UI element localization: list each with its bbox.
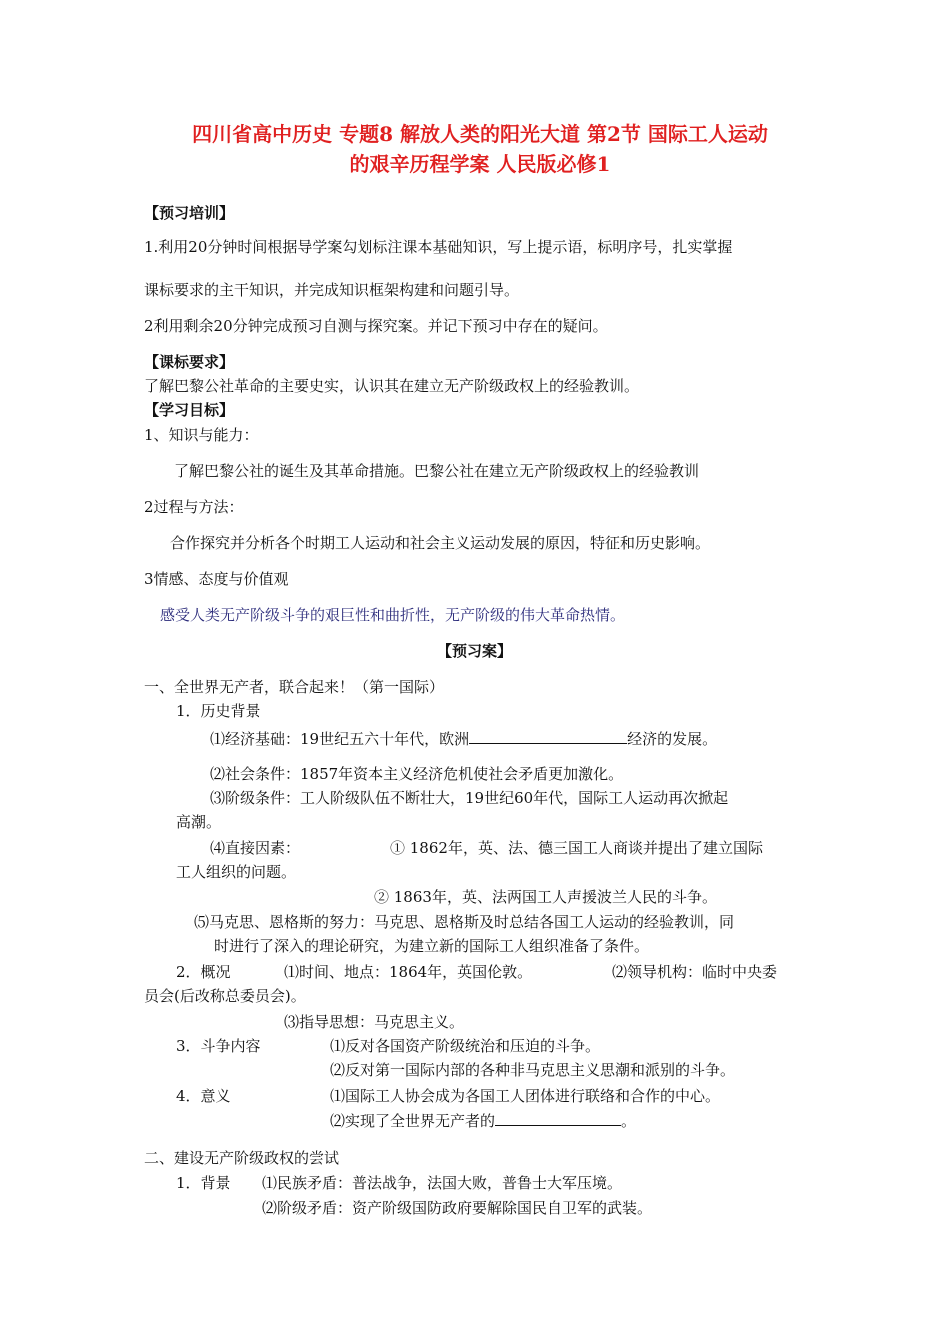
- section-2-1-1: ⑴民族矛盾：普法战争，法国大败，普鲁士大军压境。: [262, 1174, 623, 1192]
- objective-1-text: 了解巴黎公社的诞生及其革命措施。巴黎公社在建立无产阶级政权上的经验教训: [174, 462, 700, 480]
- section-1-2-ideology: ⑶指导思想：马克思主义。: [284, 1013, 465, 1031]
- section-1-3-2: ⑵反对第一国际内部的各种非马克思主义思潮和派别的斗争。: [330, 1061, 736, 1079]
- section-1-1-3a: ⑶阶级条件：工人阶级队伍不断壮大，19世纪60年代，国际工人运动再次掀起: [210, 789, 729, 807]
- section-1-3-label: 3．斗争内容: [176, 1037, 261, 1055]
- section-2-title: 二、建设无产阶级政权的尝试: [144, 1149, 340, 1167]
- preview-training-item1-b: 课标要求的主干知识，并完成知识框架构建和问题引导。: [144, 281, 520, 299]
- objective-2-text: 合作探究并分析各个时期工人运动和社会主义运动发展的原因，特征和历史影响。: [170, 534, 711, 552]
- fill-blank-significance[interactable]: [495, 1109, 621, 1126]
- curriculum-text: 了解巴黎公社革命的主要史实，认识其在建立无产阶级政权上的经验教训。: [144, 377, 640, 395]
- section-1-1-5b: 时进行了深入的理论研究，为建立新的国际工人组织准备了条件。: [214, 937, 650, 955]
- section-1-2-leader-cont: 员会(后改称总委员会)。: [144, 987, 306, 1005]
- section-2-1-label: 1．背景: [176, 1174, 231, 1192]
- preview-training-item1-a: 1.利用20分钟时间根据导学案勾划标注课本基础知识，写上提示语，标明序号，扎实掌握: [144, 238, 733, 256]
- section-1-1-4d: ② 1863年，英、法两国工人声援波兰人民的斗争。: [374, 888, 717, 906]
- objective-2-label: 2过程与方法：: [144, 498, 244, 516]
- section-1-1-1: [210, 727, 717, 750]
- objective-1-label: 1、知识与能力：: [144, 426, 259, 444]
- preview-case-heading: 【预习案】: [437, 642, 513, 660]
- objective-3-text: 感受人类无产阶级斗争的艰巨性和曲折性，无产阶级的伟大革命热情。: [160, 606, 626, 624]
- objectives-heading: 【学习目标】: [144, 401, 235, 419]
- curriculum-heading: 【课标要求】: [144, 353, 235, 371]
- section-1-1-2: ⑵社会条件：1857年资本主义经济危机使社会矛盾更加激化。: [210, 765, 624, 783]
- section-1-2-label: 2．概况: [176, 963, 231, 981]
- significance-end: 。: [621, 1112, 637, 1130]
- doc-title-line1: 四川省高中历史 专题8 解放人类的阳光大道 第2节 国际工人运动: [192, 122, 768, 146]
- section-1-1: 1．历史背景: [176, 702, 261, 720]
- section-1-2-leader: ⑵领导机构：临时中央委: [612, 963, 778, 981]
- section-1-title: 一、全世界无产者，联合起来！（第一国际）: [144, 678, 445, 696]
- section-1-2-time: ⑴时间、地点：1864年，英国伦敦。: [284, 963, 533, 981]
- fill-blank-economy[interactable]: [469, 727, 627, 744]
- section-1-1-3b: 高潮。: [176, 813, 222, 831]
- economic-basis-text: ⑴经济基础：19世纪五六十年代，欧洲: [210, 730, 470, 748]
- section-1-1-5a: ⑸马克思、恩格斯的努力：马克思、恩格斯及时总结各国工人运动的经验教训，同: [194, 913, 735, 931]
- doc-title-line2: 的艰辛历程学案 人民版必修1: [349, 152, 611, 176]
- section-1-1-4c: 工人组织的问题。: [176, 863, 297, 881]
- section-1-1-4a: ⑷直接因素：: [210, 839, 301, 857]
- section-1-1-4b: ① 1862年，英、法、德三国工人商谈并提出了建立国际: [390, 839, 763, 857]
- economic-basis-end: 经济的发展。: [627, 730, 718, 748]
- preview-training-heading: 【预习培训】: [144, 204, 235, 222]
- section-1-4-1: ⑴国际工人协会成为各国工人团体进行联络和合作的中心。: [330, 1087, 721, 1105]
- preview-training-item2: 2利用剩余20分钟完成预习自测与探究案。并记下预习中存在的疑问。: [144, 317, 608, 335]
- section-1-3-1: ⑴反对各国资产阶级统治和压迫的斗争。: [330, 1037, 601, 1055]
- section-1-4-label: 4．意义: [176, 1087, 231, 1105]
- section-2-1-2: ⑵阶级矛盾：资产阶级国防政府要解除国民自卫军的武装。: [262, 1199, 653, 1217]
- section-1-4-2: [330, 1109, 636, 1132]
- objective-3-label: 3情感、态度与价值观: [144, 570, 289, 588]
- significance-text: ⑵实现了全世界无产者的: [330, 1112, 496, 1130]
